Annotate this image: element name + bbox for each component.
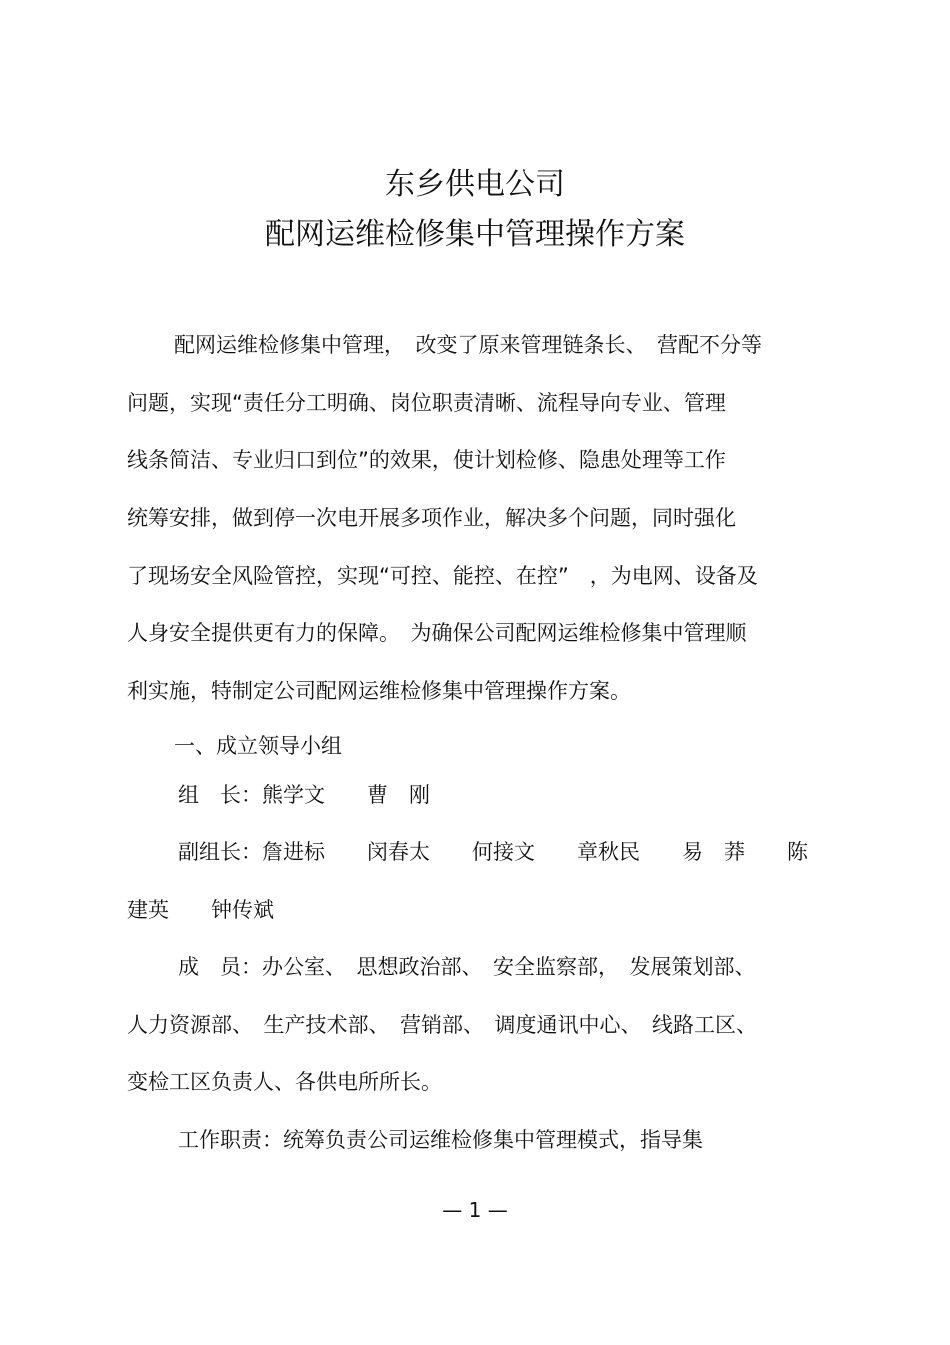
deputy-line: 副组长：詹进标 闵春太 何接文 章秋民 易 莽 陈	[178, 840, 808, 864]
intro-paragraph-line: 配网运维检修集中管理， 改变了原来管理链条长、 营配不分等	[174, 333, 762, 357]
document-title-line1: 东乡供电公司	[385, 167, 565, 202]
intro-paragraph-line: 了现场安全风险管控，实现“可控、能控、在控” ，为电网、设备及	[127, 564, 758, 588]
leader-line: 组 长：熊学文 曹 刚	[178, 783, 430, 807]
duty-line: 工作职责：统筹负责公司运维检修集中管理模式，指导集	[178, 1128, 703, 1152]
page-number: — 1 —	[442, 1198, 508, 1222]
intro-paragraph-line: 人身安全提供更有力的保障。 为确保公司配网运维检修集中管理顺	[127, 621, 747, 645]
intro-paragraph-line: 线条简洁、专业归口到位”的效果，使计划检修、隐患处理等工作	[127, 448, 726, 472]
intro-paragraph-line: 利实施，特制定公司配网运维检修集中管理操作方案。	[127, 679, 631, 703]
document-title-line2: 配网运维检修集中管理操作方案	[265, 217, 685, 252]
deputy-line-continued: 建英 钟传斌	[127, 898, 274, 922]
members-line-continued: 人力资源部、 生产技术部、 营销部、 调度通讯中心、 线路工区、	[127, 1013, 757, 1037]
members-line: 成 员：办公室、 思想政治部、 安全监察部， 发展策划部、	[178, 955, 756, 979]
section-heading: 一、成立领导小组	[174, 734, 342, 758]
intro-paragraph-line: 统筹安排，做到停一次电开展多项作业，解决多个问题，同时强化	[127, 506, 736, 530]
intro-paragraph-line: 问题，实现“责任分工明确、岗位职责清晰、流程导向专业、管理	[127, 391, 726, 415]
members-line-continued: 变检工区负责人、各供电所所长。	[127, 1070, 442, 1094]
